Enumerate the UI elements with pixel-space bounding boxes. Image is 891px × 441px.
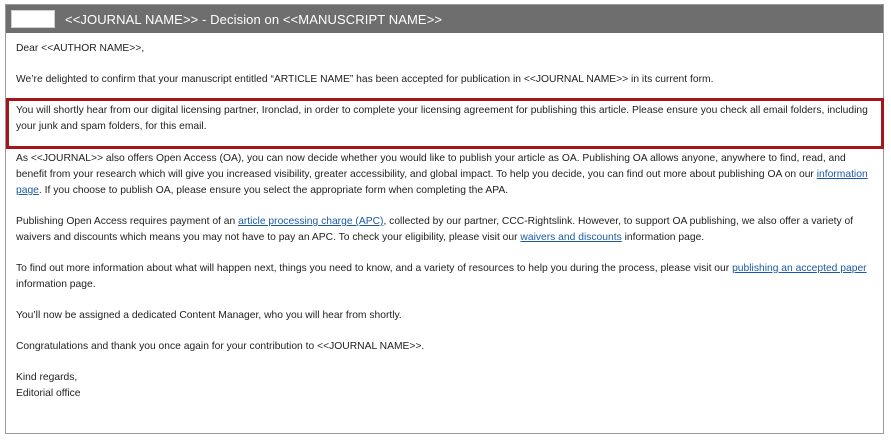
greeting: Dear <<AUTHOR NAME>>,: [16, 43, 145, 54]
waivers-discounts-link[interactable]: waivers and discounts: [520, 232, 622, 243]
email-body: [6, 33, 883, 433]
apc-link[interactable]: article processing charge (APC): [238, 216, 384, 227]
open-access-paragraph: As <<JOURNAL>> also offers Open Access (OA), you can now decide whether you would like to publish your article as OA. Publishing OA allows anyone, anywhere to find, read, and benefit from your research which will give you increased visibility, greater accessibility, and global impact. To help you decide, you can find out more about publishing OA on our information page. If you choose to publish OA, please ensure you select the appropriate form when completing the APA.: [16, 153, 868, 196]
signoff-line-1: Kind regards,: [16, 372, 78, 383]
congratulations-paragraph: Congratulations and thank you once again for your contribution to <<JOURNAL NAME>>.: [16, 341, 425, 352]
acceptance-paragraph: We’re delighted to confirm that your manuscript entitled “ARTICLE NAME” has been accepted for publication in <<JOURNAL NAME>> in its current form.: [16, 74, 714, 85]
content-manager-paragraph: You’ll now be assigned a dedicated Content Manager, who you will hear from shortly.: [16, 310, 402, 321]
email-subject: <<JOURNAL NAME>> - Decision on <<MANUSCRIPT NAME>>: [65, 11, 443, 27]
information-page-link[interactable]: information page: [16, 169, 868, 196]
signoff-line-2: Editorial office: [16, 388, 81, 399]
publishing-accepted-paper-link[interactable]: publishing an accepted paper: [732, 263, 867, 274]
next-steps-paragraph: To find out more information about what will happen next, things you need to know, and a variety of resources to help you during the process, please visit our publishing an accepted paper information page.: [16, 263, 867, 290]
title-bar: [6, 5, 883, 33]
email-window: [5, 4, 884, 434]
journal-logo-placeholder: [11, 10, 55, 28]
licensing-paragraph: You will shortly hear from our digital licensing partner, Ironclad, in order to complete your licensing agreement for publishing this article. Please ensure you check all email folders, including your junk and spam folders, for this email.: [16, 105, 868, 132]
apc-paragraph: Publishing Open Access requires payment of an article processing charge (APC), collected by our partner, CCC-Rightslink. However, to support OA publishing, we also offer a variety of waivers and discounts which means you may not have to pay an APC. To check your eligibility, please visit our waivers and discounts information page.: [16, 216, 854, 243]
